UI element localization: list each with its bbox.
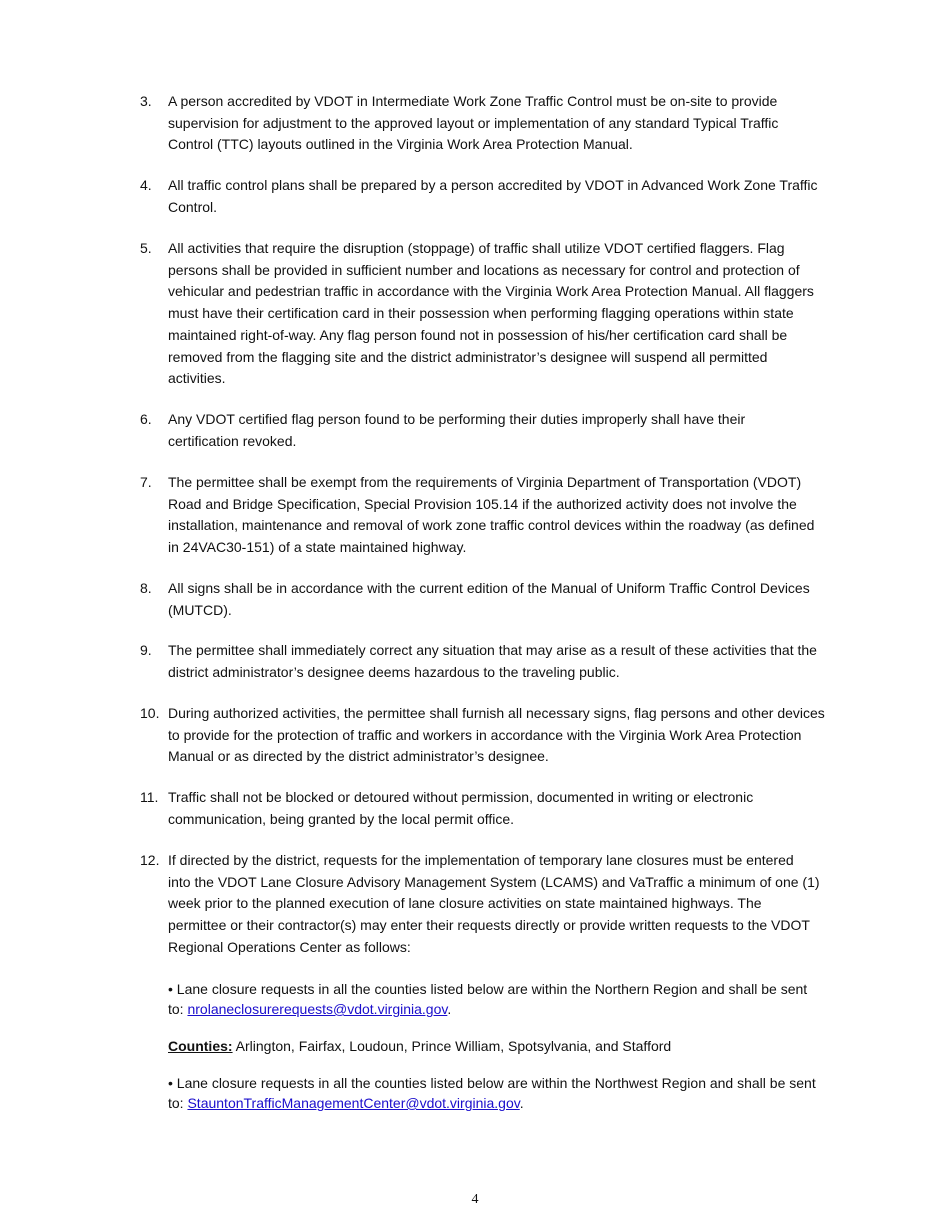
item-text: All activities that require the disruption (stoppage) of traffic shall utilize VDOT certified flaggers. Flag persons shall be provided in sufficient number and locations as necessary for control and protection of vehicular and pedestrian traffic in accordance with the Virginia Work Area Protection Manual. All flaggers must have their certification card in their possession when performing flagging operations within state maintained right-of-way. Any flag person found not in possession of his/her certification card shall be removed from the flagging site and the district administrator’s designee will suspend all permitted activities. xyxy=(168,240,814,387)
item-text: All signs shall be in accordance with the current edition of the Manual of Uniform Traffic Control Devices (MUTCD). xyxy=(168,580,810,618)
item-text: The permittee shall immediately correct any situation that may arise as a result of these activities that the district administrator’s designee deems hazardous to the traveling public. xyxy=(168,642,817,680)
item-number: 5. xyxy=(140,240,152,256)
counties-line xyxy=(168,1036,840,1056)
item-text: A person accredited by VDOT in Intermediate Work Zone Traffic Control must be on-site to provide supervision for adjustment to the approved layout or implementation of any standard Typical Traffic Control (TTC) layouts outlined in the Virginia Work Area Protection Manual. xyxy=(168,93,779,153)
item-text: Any VDOT certified flag person found to be performing their duties improperly shall have their certification revoked. xyxy=(168,411,746,449)
counties-list: Arlington, Fairfax, Loudoun, Prince William, Spotsylvania, and Stafford xyxy=(232,1038,672,1054)
item-text: If directed by the district, requests for the implementation of temporary lane closures must be entered into the VDOT Lane Closure Advisory Management System (LCAMS) and VaTraffic a minimum of one (1) week prior to the planned execution of lane closure activities on state maintained highways. The permittee or their contractor(s) may enter their requests directly or provide written requests to the VDOT Regional Operations Center as follows: xyxy=(168,852,820,955)
item-number: 12. xyxy=(140,852,160,868)
item-text: All traffic control plans shall be prepared by a person accredited by VDOT in Advanced Work Zone Traffic Control. xyxy=(168,177,818,215)
item-number: 9. xyxy=(140,642,152,658)
item-number: 11. xyxy=(140,789,159,805)
item-number: 3. xyxy=(140,93,152,109)
northwest-region-paragraph: • Lane closure requests in all the counties listed below are within the Northwest Region and shall be sent to: StauntonTrafficManagementCenter@vdot.virginia.gov. xyxy=(168,1075,816,1111)
northern-email-link[interactable]: nrolaneclosurerequests@vdot.virginia.gov xyxy=(187,1001,448,1017)
item-text: The permittee shall be exempt from the requirements of Virginia Department of Transportation (VDOT) Road and Bridge Specification, Special Provision 105.14 if the authorized activity does not involve the installation, maintenance and removal of work zone traffic control devices within the roadway (as defined in 24VAC30-151) of a state maintained highway. xyxy=(168,474,815,556)
page-number: 4 xyxy=(471,1192,479,1207)
item-text: During authorized activities, the permittee shall furnish all necessary signs, flag persons and other devices to provide for the protection of traffic and workers in accordance with the Virginia Work Area Protection Manual or as directed by the district administrator’s designee. xyxy=(168,705,825,765)
counties-label: Counties: xyxy=(168,1038,233,1054)
northwest-email-link[interactable]: StauntonTrafficManagementCenter@vdot.virginia.gov xyxy=(187,1095,520,1111)
item-number: 7. xyxy=(140,474,152,490)
item-number: 8. xyxy=(140,580,152,596)
northern-region-paragraph: • Lane closure requests in all the counties listed below are within the Northern Region and shall be sent to: nrolaneclosurerequests@vdot.virginia.gov. xyxy=(168,981,808,1017)
item-number: 10. xyxy=(140,705,160,721)
item-number: 6. xyxy=(140,411,152,427)
item-number: 4. xyxy=(140,177,152,193)
item-text: Traffic shall not be blocked or detoured without permission, documented in writing or electronic communication, being granted by the local permit office. xyxy=(168,789,754,827)
